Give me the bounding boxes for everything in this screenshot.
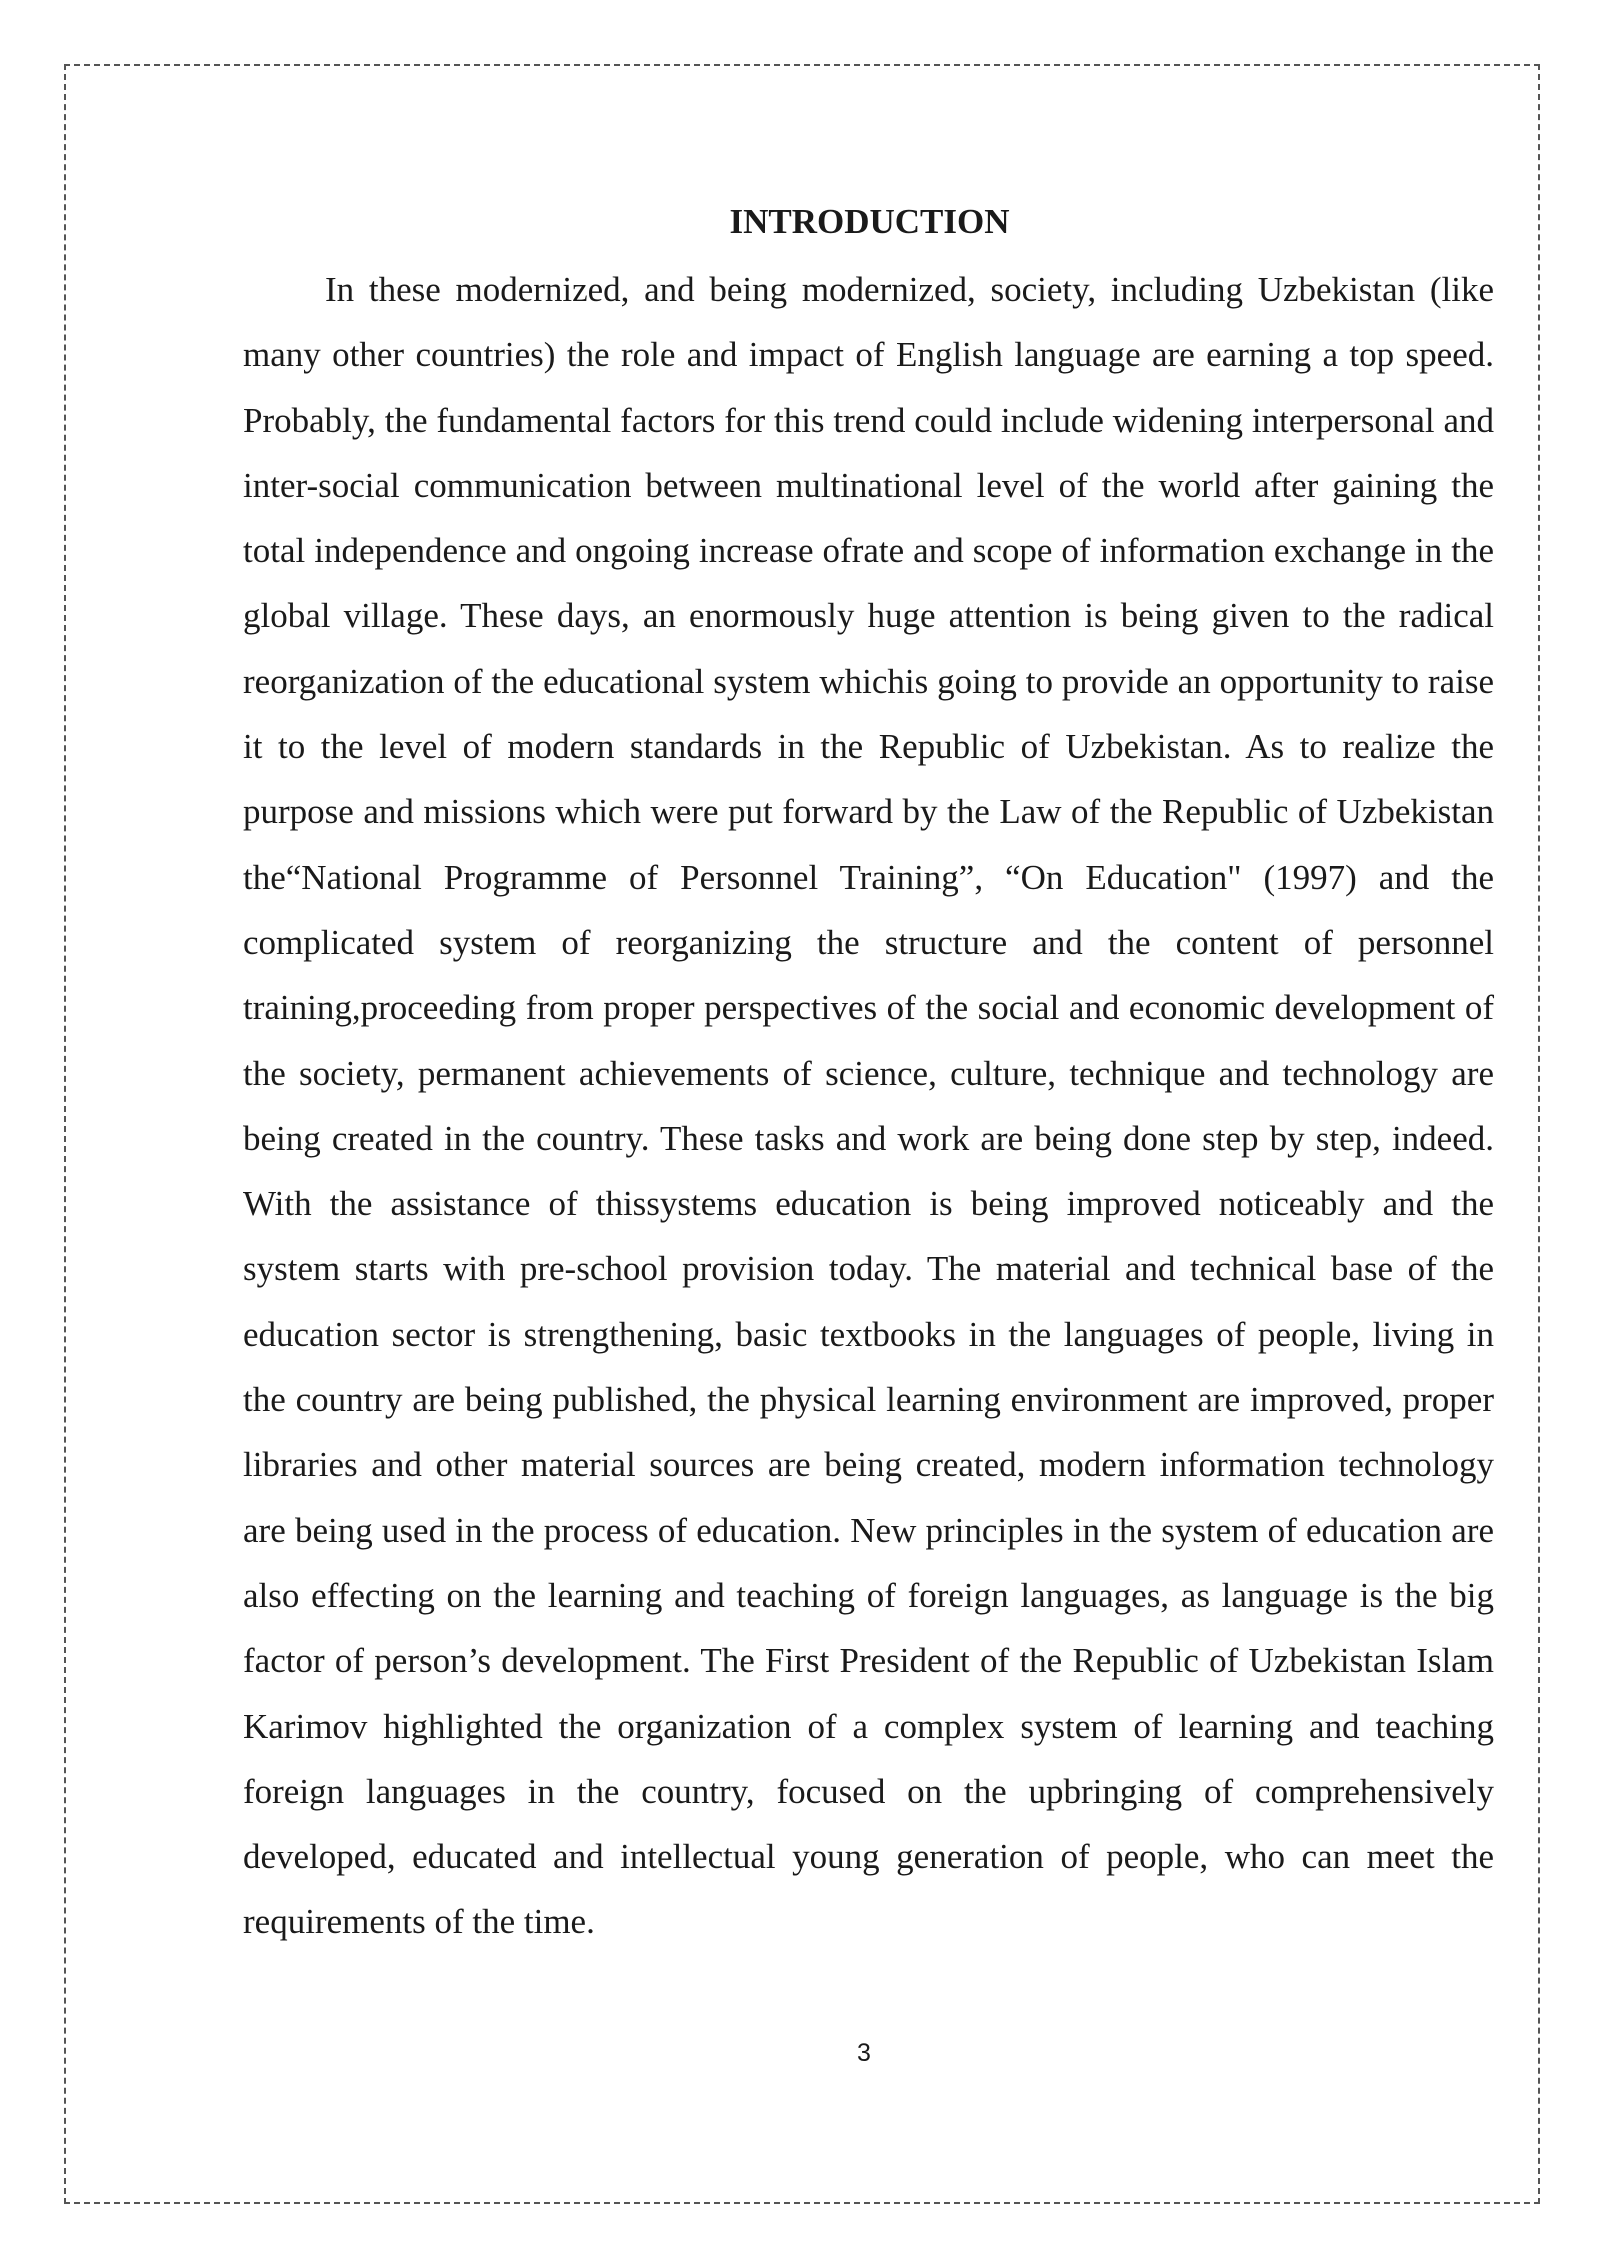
introduction-paragraph: In these modernized, and being modernized, society, including Uzbekistan (like many other countries) the role and impact of English language are earning a top speed. Probably, the fundamental factors for this trend could include widening interpersonal and inter-social communication between multinational level of the world after gaining the total independence and ongoing increase ofrate and scope of information exchange in the global village. These days, an enormously huge attention is being given to the radical reorganization of the educational system whichis going to provide an opportunity to raise it to the level of modern standards in the Republic of Uzbekistan. As to realize the purpose and missions which were put forward by the Law of the Republic of Uzbekistan the“National Programme of Personnel Training”, “On Education" (1997) and the complicated system of reorganizing the structure and the content of personnel training,proceeding from proper perspectives of the social and economic development of the society, permanent achievements of science, culture, technique and technology are being created in the country. These tasks and work are being done step by step, indeed. With the assistance of thissystems education is being improved noticeably and the system starts with pre-school provision today. The material and technical base of the education sector is strengthening, basic textbooks in the languages of people, living in the country are being published, the physical learning environment are improved, proper libraries and other material sources are being created, modern information technology are being used in the process of education. New principles in the system of education are also effecting on the learning and teaching of foreign languages, as language is the big factor of person’s development. The First President of the Republic of Uzbekistan Islam Karimov highlighted the organization of a complex system of learning and teaching foreign languages in the country, focused on the upbringing of comprehensively developed, educated and intellectual young generation of people, who can meet the requirements of the time. — [243, 270, 1494, 1942]
document-body — [243, 196, 1494, 1955]
page-number: 3 — [857, 2039, 871, 2067]
document-title: INTRODUCTION — [729, 202, 1010, 241]
